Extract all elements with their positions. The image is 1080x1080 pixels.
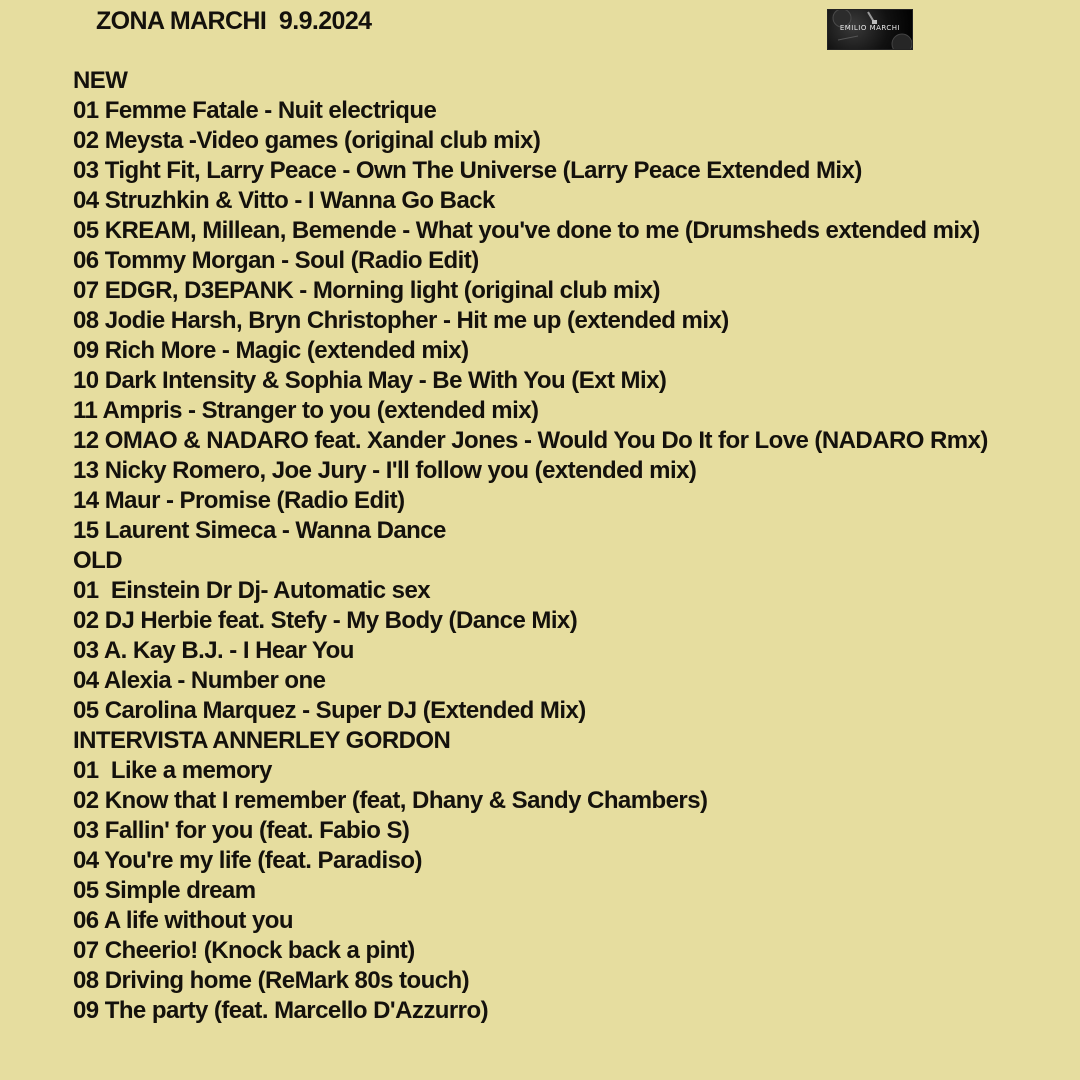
track-item: 03 Tight Fit, Larry Peace - Own The Universe (Larry Peace Extended Mix) (73, 157, 862, 184)
track-item: 08 Jodie Harsh, Bryn Christopher - Hit me up (extended mix) (73, 307, 729, 334)
logo-text: EMILIO MARCHI (839, 24, 901, 32)
track-item: 14 Maur - Promise (Radio Edit) (73, 487, 405, 514)
track-item: 15 Laurent Simeca - Wanna Dance (73, 517, 446, 544)
track-item: 09 Rich More - Magic (extended mix) (73, 337, 469, 364)
track-item: 03 A. Kay B.J. - I Hear You (73, 637, 354, 664)
track-item: 06 A life without you (73, 907, 294, 934)
track-item: 06 Tommy Morgan - Soul (Radio Edit) (73, 247, 479, 274)
track-item: 08 Driving home (ReMark 80s touch) (73, 967, 470, 994)
track-list (73, 66, 1073, 1026)
section-heading-old: OLD (73, 547, 123, 574)
track-item: 02 DJ Herbie feat. Stefy - My Body (Dance Mix) (73, 607, 578, 634)
track-item: 07 Cheerio! (Knock back a pint) (73, 937, 415, 964)
track-item: 01 Femme Fatale - Nuit electrique (73, 97, 437, 124)
track-item: 01 Like a memory (73, 757, 272, 784)
track-item: 07 EDGR, D3EPANK - Morning light (original club mix) (73, 277, 660, 304)
track-item: 02 Meysta -Video games (original club mix) (73, 127, 541, 154)
track-item: 13 Nicky Romero, Joe Jury - I'll follow you (extended mix) (73, 457, 697, 484)
section-heading-new: NEW (73, 67, 128, 94)
section-heading-interview: INTERVISTA ANNERLEY GORDON (73, 727, 451, 754)
track-item: 04 You're my life (feat. Paradiso) (73, 847, 422, 874)
track-item: 03 Fallin' for you (feat. Fabio S) (73, 817, 410, 844)
emilio-marchi-logo (827, 9, 913, 50)
track-item: 11 Ampris - Stranger to you (extended mix) (73, 397, 539, 424)
track-item: 04 Alexia - Number one (73, 667, 326, 694)
track-item: 12 OMAO & NADARO feat. Xander Jones - Would You Do It for Love (NADARO Rmx) (73, 427, 988, 454)
track-item: 02 Know that I remember (feat, Dhany & Sandy Chambers) (73, 787, 708, 814)
track-item: 05 Simple dream (73, 877, 256, 904)
track-item: 05 Carolina Marquez - Super DJ (Extended Mix) (73, 697, 586, 724)
track-item: 09 The party (feat. Marcello D'Azzurro) (73, 997, 489, 1024)
track-item: 05 KREAM, Millean, Bemende - What you've done to me (Drumsheds extended mix) (73, 217, 980, 244)
track-item: 01 Einstein Dr Dj- Automatic sex (73, 577, 431, 604)
page-title: ZONA MARCHI 9.9.2024 (96, 7, 372, 35)
track-item: 10 Dark Intensity & Sophia May - Be With You (Ext Mix) (73, 367, 667, 394)
track-item: 04 Struzhkin & Vitto - I Wanna Go Back (73, 187, 495, 214)
